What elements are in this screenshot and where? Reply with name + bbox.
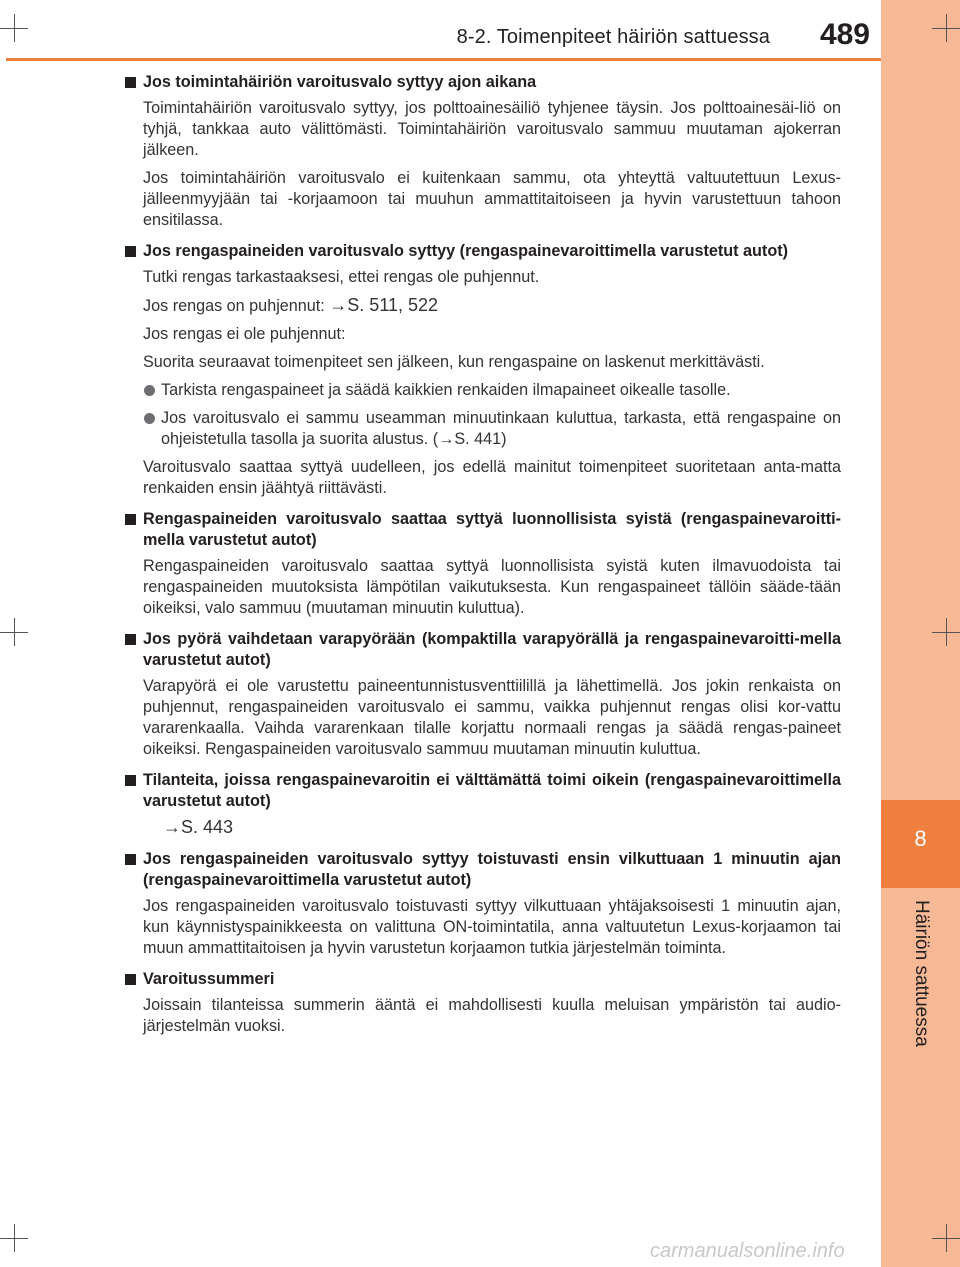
paragraph: Jos rengaspaineiden varoitusvalo toistuvasti syttyy vilkuttuaan yhtäjaksoisesti 1 minuutin ajan, kun käynnistyspainikkeesta on valittuna ON-toimintatila, anna valtuutetun Lexus-korjaamon tai muun ammattitaitoisen ja hyvin varustetun korjaamon tutkia järjestelmän toiminta.: [143, 897, 841, 957]
square-bullet-icon: [125, 974, 136, 985]
section-heading: [125, 629, 841, 671]
chapter-sidebar: [881, 0, 960, 1267]
list-item: [125, 380, 841, 401]
paragraph: Suorita seuraavat toimenpiteet sen jälkeen, kun rengaspaine on laskenut merkittävästi.: [143, 353, 765, 371]
round-bullet-icon: [144, 385, 155, 396]
section-heading-text: Rengaspaineiden varoitusvalo saattaa syttyä luonnollisista syistä (rengaspainevaroitti-mella varustetut autot): [143, 510, 841, 549]
section-repeated-blinking: [125, 849, 841, 959]
square-bullet-icon: [125, 854, 136, 865]
section-heading-text: Tilanteita, joissa rengaspainevaroitin ei välttämättä toimi oikein (rengaspainevaroittimella varustetut autot): [143, 771, 841, 810]
square-bullet-icon: [125, 246, 136, 257]
crop-mark: [946, 1224, 947, 1252]
square-bullet-icon: [125, 775, 136, 786]
section-heading-text: Jos pyörä vaihdetaan varapyörään (kompaktilla varapyörällä ja rengaspainevaroitti-mella varustetut autot): [143, 630, 841, 669]
chapter-title: Häiriön sattuessa: [911, 900, 932, 1047]
paragraph: Rengaspaineiden varoitusvalo saattaa syttyä luonnollisista syistä kuten ilmavuodoista tai rengaspaineiden muutoksista lämpötilan vaikutuksesta. Kun rengaspaineet tällöin sääde-tään oikeiksi, valo sammuu (muutaman minuutin kuluttua).: [143, 557, 841, 617]
paragraph: [125, 817, 841, 839]
crop-mark: [946, 618, 947, 646]
page-reference-link[interactable]: →S. 443: [163, 817, 234, 837]
section-warning-buzzer: [125, 969, 841, 1037]
paragraph: Jos rengas ei ole puhjennut:: [143, 325, 346, 343]
list-item-text: Jos varoitusvalo ei sammu useamman minuutinkaan kuluttua, tarkasta, että rengaspaine on ohjeistetulla tasolla ja suorita alustus. (→S. 441): [161, 409, 841, 448]
square-bullet-icon: [125, 77, 136, 88]
section-heading-text: Varoitussummeri: [143, 970, 275, 988]
section-heading: [125, 849, 841, 891]
chapter-number: 8: [914, 826, 927, 851]
section-natural-causes: [125, 509, 841, 619]
list-item: [125, 408, 841, 450]
round-bullet-icon: [144, 413, 155, 424]
section-malfunction-light: [125, 72, 841, 231]
paragraph: Jos toimintahäiriön varoitusvalo ei kuitenkaan sammu, ota yhteyttä valtuutettuun Lexus-jälleenmyyjään tai -korjaamoon tai muuhun ammattitaitoiseen ja hyvin varustettuun tahoon ensitilassa.: [143, 169, 841, 229]
crop-mark: [14, 618, 15, 646]
list-item-text: Tarkista rengaspaineet ja säädä kaikkien renkaiden ilmapaineet oikealle tasolle.: [161, 381, 731, 399]
paragraph: Toimintahäiriön varoitusvalo syttyy, jos polttoainesäiliö tyhjenee täysin. Jos polttoainesäi-liö on tyhjä, tankkaa auto välittömästi. Toimintahäiriön varoitusvalo sammuu muutaman ajokerran jälkeen.: [143, 99, 841, 159]
paragraph: Varoitusvalo saattaa syttyä uudelleen, jos edellä mainitut toimenpiteet suoritetaan anta-matta renkaiden ensin jäähtyä riittävästi.: [143, 458, 841, 497]
crop-mark: [14, 14, 15, 42]
page-content: [125, 72, 841, 1047]
crop-mark: [14, 1224, 15, 1252]
section-heading: [125, 969, 841, 990]
section-tpms-may-not-work: [125, 770, 841, 839]
paragraph: Varapyörä ei ole varustettu paineentunnistusventtiilillä ja lähettimellä. Jos jokin renkaista on puhjennut, rengaspaineiden varoitusvalo ei sammu, vaikka puhjennut rengas olisi kor-vattu vararenkaalla. Vaihda vararenkaan tilalle korjattu normaali rengas ja säädä rengas-paineet oikeiksi. Rengaspaineiden varoitusvalo sammuu muutaman minuutin kuluttua.: [143, 677, 841, 758]
section-spare-tire: [125, 629, 841, 760]
section-tire-pressure-light: [125, 241, 841, 499]
page-number: 489: [819, 18, 870, 51]
crop-mark: [946, 14, 947, 42]
paragraph: [125, 295, 841, 317]
section-heading: [125, 241, 841, 262]
paragraph: Tutki rengas tarkastaaksesi, ettei rengas ole puhjennut.: [143, 268, 540, 286]
header-divider: [6, 58, 881, 61]
paragraph-text: Jos rengas on puhjennut:: [143, 297, 330, 315]
page-header-title: 8-2. Toimenpiteet häiriön sattuessa: [456, 26, 770, 48]
square-bullet-icon: [125, 634, 136, 645]
section-heading: [125, 509, 841, 551]
section-heading: [125, 72, 841, 93]
section-heading-text: Jos rengaspaineiden varoitusvalo syttyy (rengaspainevaroittimella varustetut autot): [143, 242, 788, 260]
section-heading-text: Jos toimintahäiriön varoitusvalo syttyy ajon aikana: [143, 73, 537, 91]
page-reference-link[interactable]: →S. 511, 522: [329, 295, 439, 315]
section-heading: [125, 770, 841, 812]
watermark: carmanualsonline.info: [650, 1240, 845, 1262]
square-bullet-icon: [125, 514, 136, 525]
section-heading-text: Jos rengaspaineiden varoitusvalo syttyy toistuvasti ensin vilkuttuaan 1 minuutin ajan (rengaspainevaroittimella varustetut autot): [143, 850, 841, 889]
paragraph: Joissain tilanteissa summerin ääntä ei mahdollisesti kuulla meluisan ympäristön tai audio-järjestelmän vuoksi.: [143, 996, 841, 1035]
